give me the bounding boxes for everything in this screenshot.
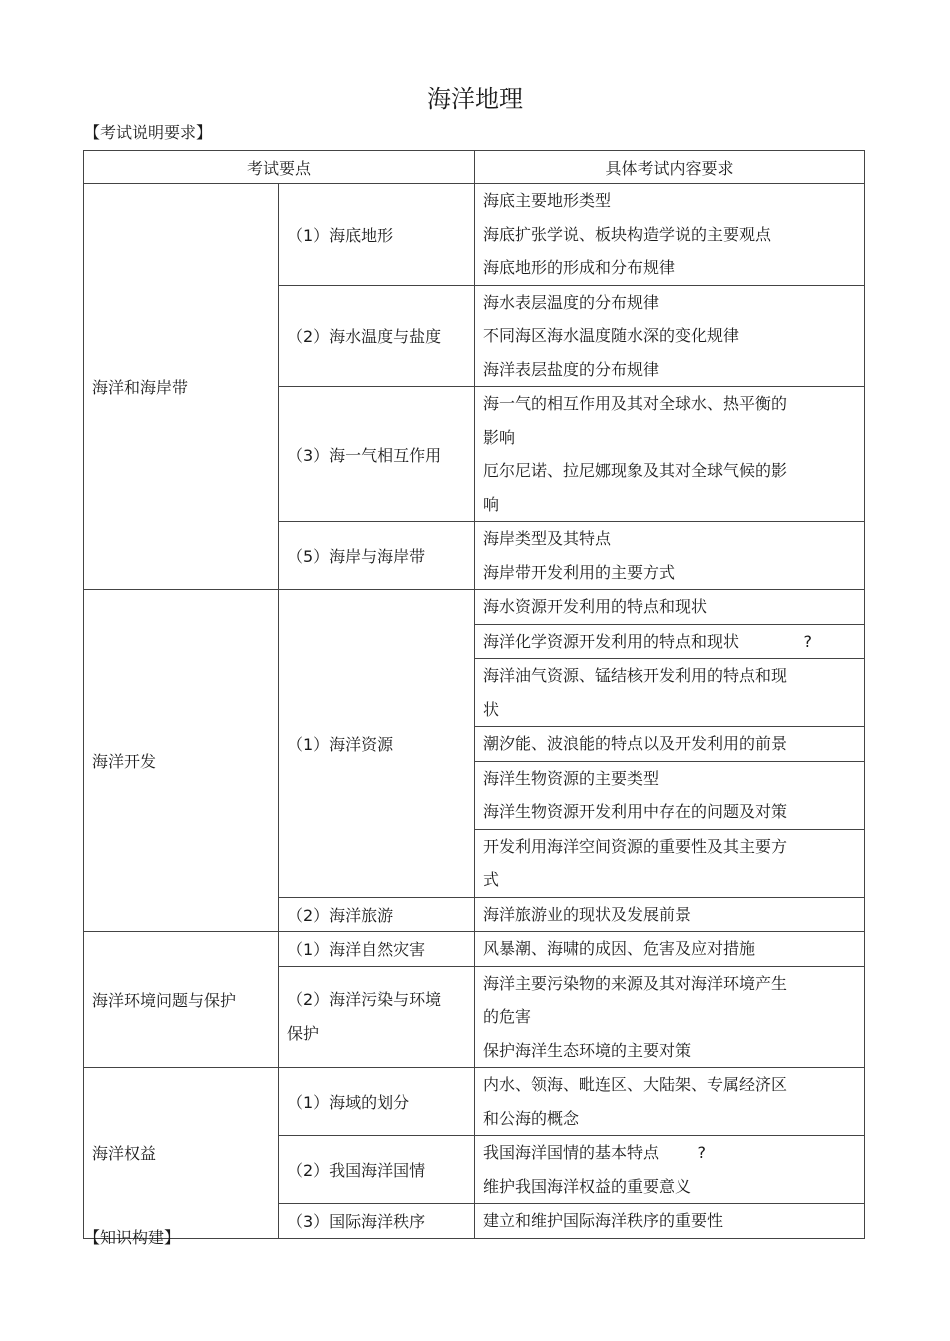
exam-point-cell (279, 285, 475, 387)
content-line: 海洋表层盐度的分布规律 (483, 359, 660, 379)
content-line: 海岸类型及其特点 (483, 529, 612, 548)
exam-requirements-table (83, 150, 865, 1239)
table-row (84, 932, 865, 967)
content-line: 维护我国海洋权益的重要意义 (483, 1176, 692, 1196)
content-line: 影响 (483, 427, 516, 447)
exam-point: （1）海底地形 (287, 225, 394, 245)
section-heading-exam-requirements: 【考试说明要求】 (84, 123, 213, 142)
content-line: 海底主要地形类型 (483, 191, 612, 210)
content-cell (475, 1204, 865, 1239)
content-cell (475, 761, 865, 829)
content-cell (475, 624, 865, 659)
exam-point: （1）海洋自然灾害 (287, 940, 426, 960)
content-line: 海底扩张学说、板块构造学说的主要观点 (483, 224, 772, 244)
content-line: 海洋生物资源开发利用中存在的问题及对策 (483, 802, 788, 821)
exam-point: （3）海一气相互作用 (287, 445, 442, 465)
content-cell (475, 966, 865, 1068)
content-line: 海洋主要污染物的来源及其对海洋环境产生 (483, 973, 788, 993)
content-cell (475, 897, 865, 932)
content-line: 海水表层温度的分布规律 (483, 292, 660, 312)
content-line: 海洋生物资源的主要类型 (483, 768, 660, 788)
question-mark: ? (803, 631, 813, 651)
exam-point: （2）我国海洋国情 (287, 1161, 426, 1180)
content-line: 海洋旅游业的现状及发展前景 (483, 904, 692, 924)
content-line: 我国海洋国情的基本特点 (483, 1143, 660, 1162)
content-cell (475, 659, 865, 727)
group-name: 海洋环境问题与保护 (92, 991, 237, 1010)
content-line: 式 (483, 870, 500, 889)
content-cell (475, 285, 865, 387)
content-line: 海水资源开发利用的特点和现状 (483, 597, 708, 616)
exam-point-cell (279, 1204, 475, 1239)
content-line: 厄尔尼诺、拉尼娜现象及其对全球气候的影 (483, 461, 788, 480)
exam-point-cell (279, 932, 475, 967)
exam-point: （1）海洋资源 (287, 734, 394, 754)
exam-point-cell (279, 1136, 475, 1204)
exam-point-cell (279, 522, 475, 590)
content-line: 潮汐能、波浪能的特点以及开发利用的前景 (483, 734, 788, 753)
group-name-cell (84, 590, 279, 932)
content-line: 海岸带开发利用的主要方式 (483, 562, 676, 582)
content-line: 保护海洋生态环境的主要对策 (483, 1040, 692, 1060)
table-row (84, 184, 865, 286)
content-line: 内水、领海、毗连区、大陆架、专属经济区 (483, 1075, 788, 1094)
group-name: 海洋权益 (92, 1144, 157, 1164)
table-header-row (84, 151, 865, 184)
group-name-cell (84, 184, 279, 590)
content-line: 海一气的相互作用及其对全球水、热平衡的 (483, 394, 788, 413)
table-row (84, 590, 865, 625)
content-cell (475, 184, 865, 286)
exam-point-line: （2）海洋污染与环境 (287, 990, 442, 1010)
group-name: 海洋开发 (92, 752, 157, 771)
question-mark: ? (697, 1143, 707, 1162)
content-line: 海洋油气资源、锰结核开发利用的特点和现 (483, 666, 788, 685)
content-line: 的危害 (483, 1007, 532, 1026)
content-cell (475, 387, 865, 522)
content-line: 不同海区海水温度随水深的变化规律 (483, 326, 740, 345)
page-title: 海洋地理 (427, 85, 523, 113)
group-name: 海洋和海岸带 (92, 378, 189, 397)
content-cell (475, 590, 865, 625)
content-line: 海洋化学资源开发利用的特点和现状 (483, 631, 740, 651)
exam-point: （2）海水温度与盐度 (287, 327, 442, 347)
header-content-requirements: 具体考试内容要求 (475, 151, 865, 184)
content-line: 响 (483, 494, 500, 514)
content-line: 开发利用海洋空间资源的重要性及其主要方 (483, 836, 788, 856)
group-name-cell (84, 1068, 279, 1239)
section-heading-knowledge-construction: 【知识构建】 (84, 1228, 181, 1247)
content-line: 和公海的概念 (483, 1108, 580, 1128)
exam-point-cell (279, 897, 475, 932)
content-cell (475, 1068, 865, 1136)
exam-point: （2）海洋旅游 (287, 905, 394, 925)
exam-point-cell (279, 1068, 475, 1136)
content-line: 建立和维护国际海洋秩序的重要性 (483, 1211, 724, 1230)
content-line: 风暴潮、海啸的成因、危害及应对措施 (483, 939, 756, 958)
group-name-cell (84, 932, 279, 1068)
content-line: 状 (483, 699, 500, 719)
content-cell (475, 932, 865, 967)
exam-point-cell (279, 966, 475, 1068)
content-line: 海底地形的形成和分布规律 (483, 258, 676, 277)
exam-point-cell (279, 387, 475, 522)
exam-point-cell (279, 184, 475, 286)
content-cell (475, 1136, 865, 1204)
exam-point: （5）海岸与海岸带 (287, 547, 426, 566)
content-cell (475, 522, 865, 590)
content-cell (475, 829, 865, 897)
exam-point: （3）国际海洋秩序 (287, 1212, 426, 1232)
exam-point: （1）海域的划分 (287, 1093, 410, 1112)
table-row (84, 1068, 865, 1136)
exam-point-cell (279, 590, 475, 898)
content-cell (475, 727, 865, 762)
header-exam-points: 考试要点 (84, 151, 475, 184)
exam-point-line: 保护 (287, 1023, 320, 1043)
